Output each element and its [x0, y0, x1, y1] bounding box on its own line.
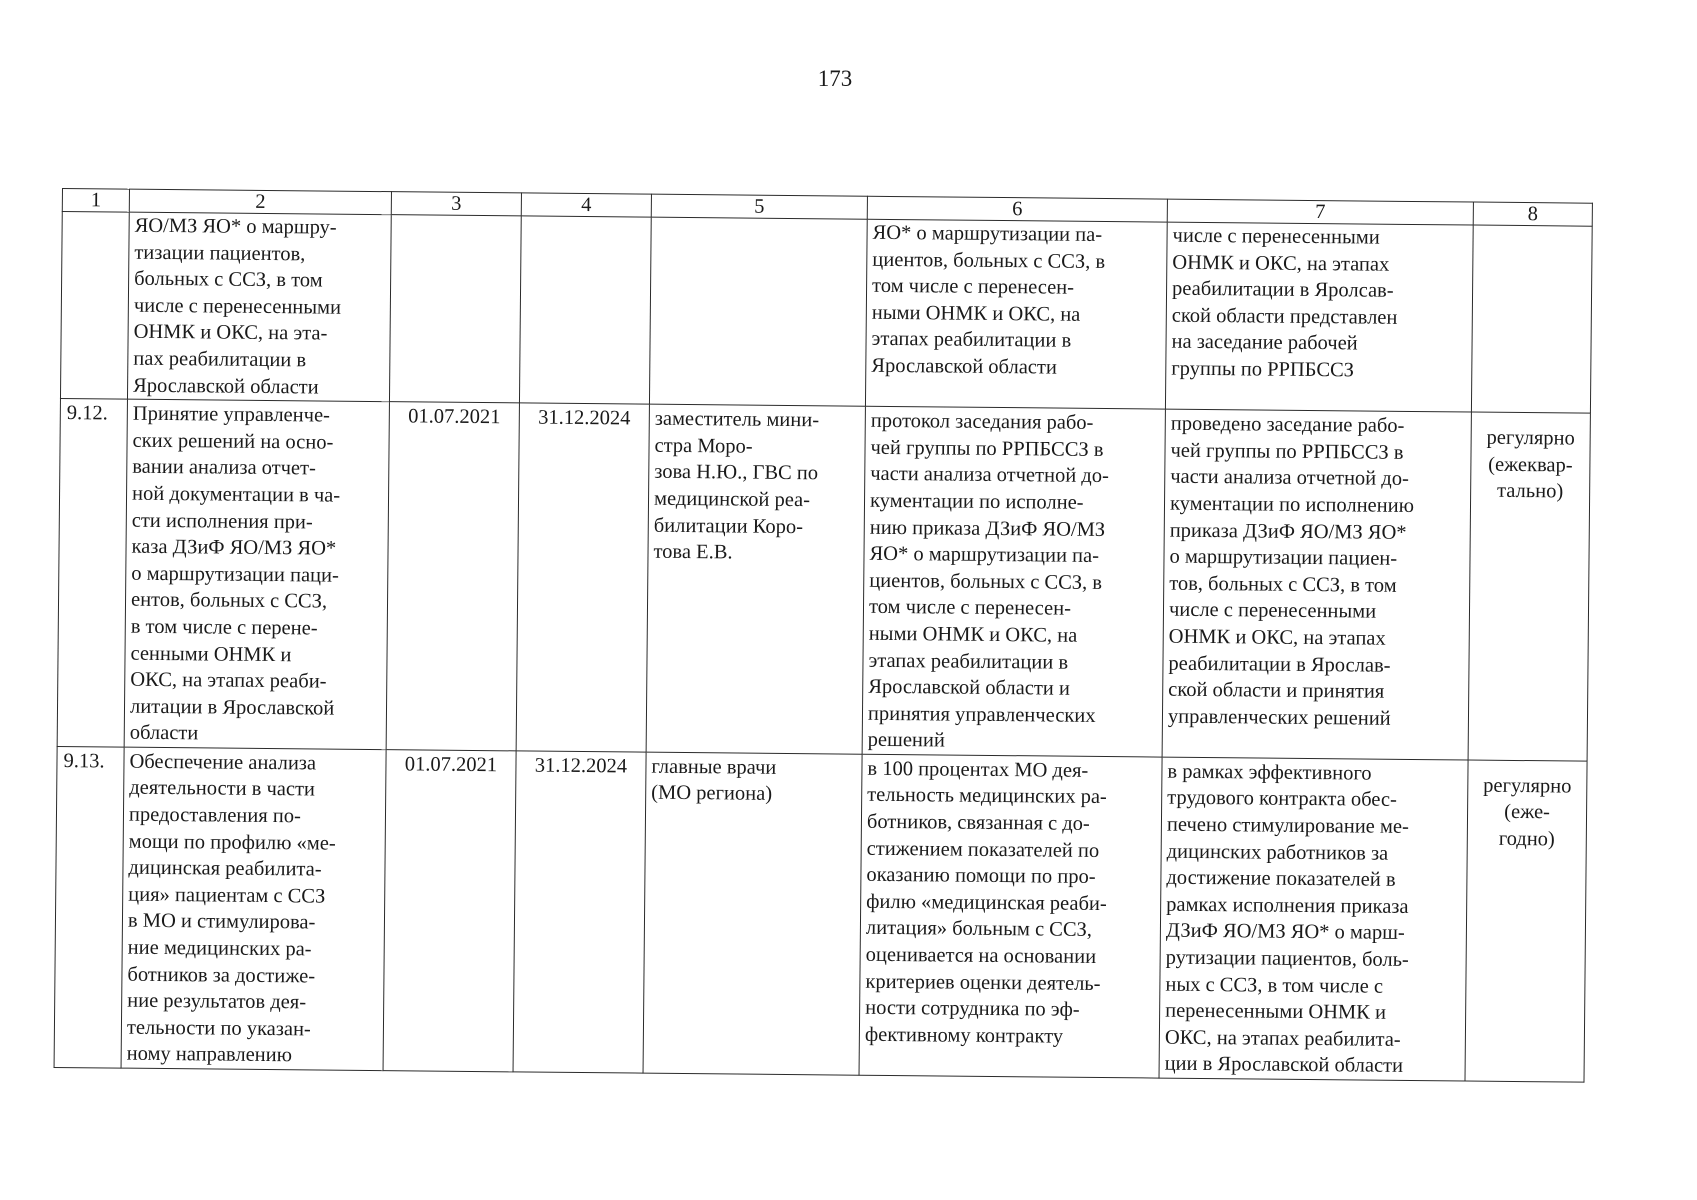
cell-line: регулярно [1483, 774, 1572, 798]
cell-line: дицинская реабилита- [128, 856, 322, 881]
cell-line: тельности по указан- [126, 1016, 311, 1041]
cell-line: предоставления по- [128, 803, 302, 828]
cell-line: больных с ССЗ, в том [134, 267, 323, 292]
cell-number: 9.13. [54, 746, 124, 1068]
cell-start-date [389, 215, 521, 403]
page-number: 173 [817, 66, 853, 91]
cell-line: (еже- [1504, 801, 1551, 824]
cell-number: 9.12. [57, 399, 127, 747]
cell-start-date: 01.07.2021 [386, 402, 519, 751]
cell-line: Обеспечение анализа [129, 750, 317, 775]
cell-line: ными ОНМК и ОКС, на [868, 622, 1078, 647]
plan-table [54, 188, 1593, 1083]
cell-line: регулярно [1486, 426, 1575, 450]
cell-task [124, 399, 389, 749]
cell-line: реабилитации в Ярослав- [1168, 652, 1391, 677]
cell-line: области [129, 721, 199, 745]
cell-line: чей группы по РРПБССЗ в [870, 436, 1104, 461]
cell-line: управленческих решений [1167, 705, 1391, 730]
cell-periodicity [1465, 760, 1587, 1082]
cell-line: фективному контракту [864, 1023, 1064, 1048]
header-cell-4: 4 [521, 193, 651, 217]
cell-line: деятельности в части [129, 777, 316, 801]
cell-line: билитации Коро- [653, 514, 804, 538]
table-row [54, 746, 1587, 1082]
cell-line: тельность медицинских ра- [867, 784, 1107, 809]
cell-line: числе с перенесенными [1172, 224, 1380, 249]
cell-responsible [646, 404, 865, 754]
cell-line: ЯО* о маршрутизации па- [869, 542, 1100, 568]
cell-end-date: 31.12.2024 [516, 403, 649, 752]
cell-line: ции в Ярославской области [1164, 1053, 1404, 1078]
cell-responsible [643, 752, 862, 1075]
cell-indicator [865, 219, 1167, 409]
cell-line: печено стимулирование ме- [1166, 813, 1409, 839]
cell-line: рамках исполнения приказа [1166, 893, 1409, 918]
cell-line: ЯО* о маршрутизации па- [872, 221, 1103, 246]
cell-line: кументации по исполнению [1169, 492, 1415, 517]
cell-line: ских решений на осно- [132, 429, 334, 454]
cell-line: филю «медицинская реаби- [866, 890, 1107, 915]
cell-line: това Е.В. [653, 540, 733, 564]
header-cell-5: 5 [651, 194, 867, 219]
cell-result [1159, 757, 1468, 1081]
cell-line: зова Н.Ю., ГВС по [654, 461, 819, 485]
cell-line: реабилитации в Яролсав- [1171, 277, 1394, 302]
cell-line: стижением показателей по [866, 837, 1100, 862]
cell-line: тально) [1496, 480, 1564, 503]
cell-line: оказанию помощи по про- [866, 864, 1096, 889]
cell-line: мощи по профилю «ме- [128, 830, 336, 855]
cell-line: ентов, больных с ССЗ, [130, 588, 328, 613]
cell-line: приказа ДЗиФ ЯО/МЗ ЯО* [1169, 519, 1407, 544]
header-cell-2: 2 [129, 189, 391, 215]
cell-line: каза ДЗиФ ЯО/МЗ ЯО* [131, 535, 337, 560]
cell-line: оценивается на основании [865, 943, 1097, 968]
cell-line: Ярославской области и [868, 675, 1071, 700]
cell-line: ОНМК и ОКС, на этапах [1168, 625, 1386, 650]
cell-line: числе с перенесенными [1168, 598, 1377, 623]
cell-line: чей группы по РРПБССЗ в [1170, 439, 1404, 464]
cell-responsible [649, 217, 867, 406]
cell-line: ДЗиФ ЯО/МЗ ЯО* о марш- [1165, 920, 1405, 945]
cell-result [1165, 222, 1473, 412]
cell-line: стра Моро- [654, 434, 753, 458]
cell-end-date [519, 216, 651, 404]
cell-line: ской области представлен [1171, 304, 1398, 329]
cell-line: трудового контракта обес- [1167, 787, 1397, 812]
cell-line: заместитель мини- [654, 407, 820, 432]
cell-line: решений [867, 729, 945, 752]
cell-indicator [859, 754, 1162, 1078]
cell-line: о маршрутизации пациен- [1169, 545, 1398, 570]
table-row [60, 212, 1592, 414]
header-cell-1: 1 [62, 189, 129, 213]
cell-line: сенными ОНМК и [130, 642, 292, 666]
header-cell-3: 3 [391, 192, 521, 216]
cell-end-date: 31.12.2024 [513, 751, 646, 1073]
cell-line: протокол заседания рабо- [870, 409, 1094, 435]
cell-line: циентов, больных с ССЗ, в [872, 248, 1106, 273]
cell-line: главные врачи [651, 755, 777, 779]
cell-line: части анализа отчетной до- [1170, 465, 1409, 491]
cell-line: литации в Ярославской [129, 695, 335, 720]
cell-line: тизации пациентов, [134, 241, 306, 265]
cell-line: о маршрутизации паци- [131, 562, 339, 587]
cell-line: циентов, больных с ССЗ, в [869, 569, 1103, 594]
cell-line: годно) [1498, 827, 1555, 851]
cell-line: ных с ССЗ, в том числе с [1165, 973, 1384, 998]
cell-line: сти исполнения при- [131, 509, 313, 533]
cell-line: (ежеквар- [1488, 453, 1573, 477]
cell-line: вании анализа отчет- [132, 456, 316, 480]
cell-line: ОНМК и ОКС, на этапах [1172, 251, 1390, 276]
cell-line: том числе с перенесен- [868, 596, 1072, 621]
cell-line: ЯО/МЗ ЯО* о маршру- [134, 214, 337, 239]
cell-line: этапах реабилитации в [871, 328, 1072, 353]
cell-line: ОКС, на этапах реаби- [130, 668, 327, 693]
cell-line: части анализа отчетной до- [870, 463, 1109, 488]
cell-periodicity [1468, 412, 1590, 761]
cell-line: ской области и принятия [1168, 678, 1385, 703]
cell-line: (МО региона) [651, 782, 773, 806]
cell-line: числе с перенесенными [133, 294, 342, 319]
cell-line: ние результатов дея- [127, 989, 307, 1014]
cell-line: кументации по исполне- [869, 489, 1084, 514]
table-container [54, 188, 1592, 1083]
header-cell-7: 7 [1167, 199, 1473, 225]
cell-line: группы по РРПБССЗ [1171, 357, 1355, 382]
cell-line: ботников, связанная с до- [866, 810, 1090, 835]
cell-line: ботников за достиже- [127, 963, 316, 988]
cell-line: ной документации в ча- [131, 482, 341, 507]
cell-indicator [862, 406, 1165, 757]
cell-line: ние медицинских ра- [127, 936, 312, 961]
cell-line: Ярославской области [871, 354, 1057, 379]
cell-line: в МО и стимулирова- [127, 910, 316, 934]
cell-line: перенесенными ОНМК и [1165, 999, 1387, 1024]
cell-line: медицинской реа- [653, 487, 811, 512]
cell-line: ному направлению [126, 1043, 293, 1067]
cell-line: ОНМК и ОКС, на эта- [133, 321, 328, 345]
cell-line: дицинских работников за [1166, 840, 1389, 865]
cell-line: ными ОНМК и ОКС, на [871, 301, 1081, 326]
cell-line: в рамках эффективного [1167, 760, 1372, 785]
cell-line: пах реабилитации в [133, 347, 307, 372]
cell-start-date: 01.07.2021 [383, 750, 516, 1072]
cell-result [1162, 409, 1471, 760]
cell-line: критериев оценки деятель- [865, 970, 1101, 995]
cell-line: ности сотрудника по эф- [865, 996, 1080, 1022]
cell-number [60, 212, 129, 400]
cell-line: рутизации пациентов, боль- [1165, 946, 1409, 971]
cell-line: на заседание рабочей [1171, 331, 1358, 355]
cell-line: проведено заседание рабо- [1170, 412, 1405, 438]
header-cell-8: 8 [1473, 202, 1592, 226]
cell-line: в том числе с перене- [130, 615, 318, 640]
cell-line: тов, больных с ССЗ, в том [1169, 572, 1397, 597]
cell-line: Принятие управленче- [132, 402, 331, 427]
cell-line: литация» больным с ССЗ, [865, 917, 1093, 942]
cell-line: в 100 процентах МО дея- [867, 757, 1089, 782]
table-row [57, 399, 1590, 761]
cell-task [121, 747, 386, 1071]
cell-line: ция» пациентам с ССЗ [128, 883, 326, 908]
cell-line: Ярославской области [133, 374, 319, 399]
cell-line: принятия управленческих [867, 702, 1096, 727]
cell-task [127, 212, 391, 402]
cell-line: этапах реабилитации в [868, 649, 1069, 674]
table-body [54, 212, 1592, 1083]
cell-line: нию приказа ДЗиФ ЯО/МЗ [869, 516, 1106, 541]
cell-line: ОКС, на этапах реабилита- [1164, 1026, 1401, 1051]
cell-line: достижение показателей в [1166, 866, 1396, 892]
header-cell-6: 6 [867, 196, 1167, 222]
cell-line: том числе с перенесен- [871, 274, 1075, 299]
cell-periodicity [1471, 225, 1592, 413]
